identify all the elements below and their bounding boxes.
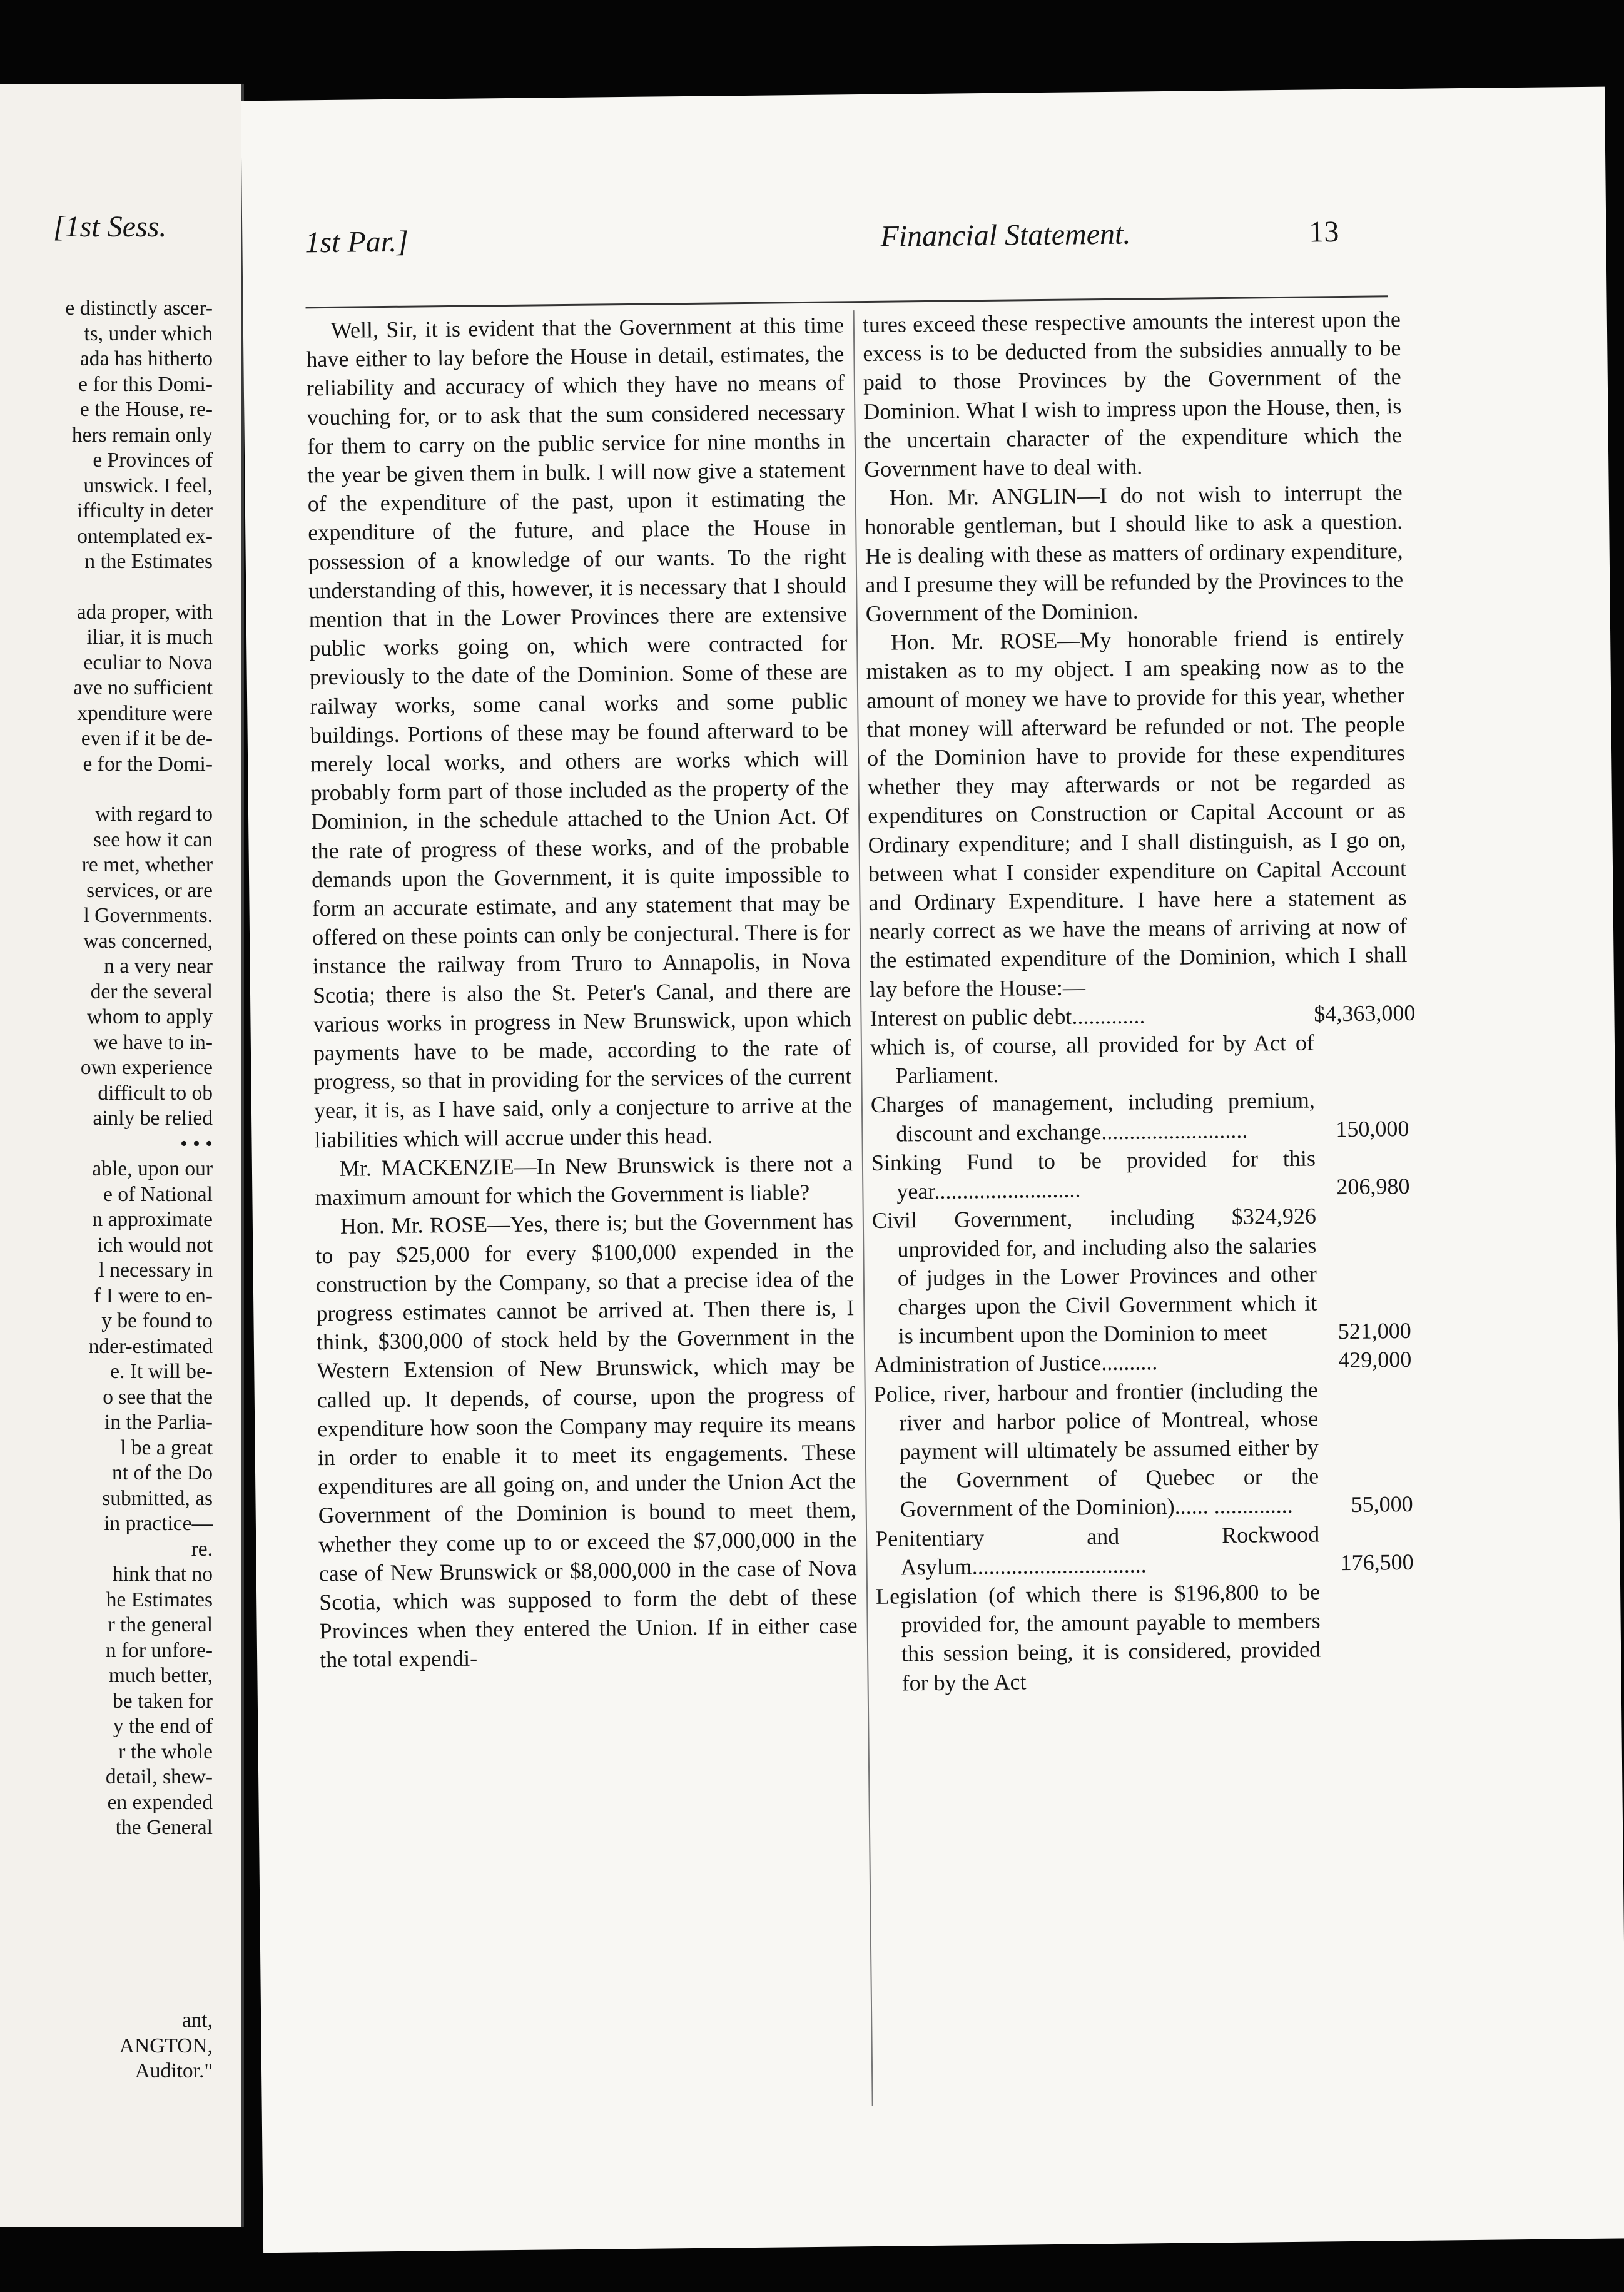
expenditure-item: Civil Government, including $324,926 unprovided for, and including also the salaries of judges in the Lower Provinces and other charges upon the Civil Government which it is incumbent upon the Dominion to meet 521,000 — [871, 1203, 1411, 1349]
facing-page — [0, 84, 244, 2227]
column-right — [863, 305, 1415, 1698]
column-left — [306, 310, 858, 1674]
expenditure-item: Penitentiary and Rockwood Asylum............................... 176,500 — [875, 1521, 1414, 1580]
expenditure-item: Legislation (of which there is $196,800 to be provided for, the amount payable to members this session being, it is considered, provided for by the Act — [875, 1579, 1321, 1696]
item-amount: 55,000 — [1351, 1491, 1413, 1518]
item-amount: 206,980 — [1336, 1174, 1410, 1200]
paragraph: tures exceed these respective amounts the interest upon the excess is to be deducted from the subsidies annually to be paid to those Provinces by the Government of the Dominion. What I wish to impress upon the House, then, is the uncertain character of the expenditure which the Government have to deal with. — [862, 307, 1402, 482]
page-header-left: 1st Par.] — [305, 225, 409, 260]
expenditure-item: Sinking Fund to be provided for this year.......................... 206,980 — [871, 1145, 1410, 1204]
expenditure-item: Interest on public debt............. $4,363,000 — [870, 998, 1408, 1033]
expenditure-item: which is, of course, all provided for by Act of Parliament. — [870, 1030, 1315, 1088]
paragraph: Hon. Mr. ANGLIN—I do not wish to interrupt the honorable gentleman, but I should like to ask a question. He is dealing with these as matters of ordinary expenditure, and I presume they will be refunded by the Provinces to the Government of the Dominion. — [865, 480, 1404, 627]
expenditure-item: Police, river, harbour and frontier (including the river and harbor police of Montreal, whose payment will ultimately be assumed either by the Government of Quebec or the Government of the Dominion)...... .............. 55,000 — [873, 1377, 1413, 1522]
facing-page-header: [1st Sess. — [53, 210, 167, 243]
item-amount: $4,363,000 — [1314, 1000, 1416, 1027]
page — [241, 87, 1624, 2253]
item-amount: 429,000 — [1338, 1347, 1412, 1373]
paragraph: Hon. Mr. ROSE—Yes, there is; but the Government has to pay $25,000 for every $100,000 expended in the construction by the Company, so that a precise idea of the progress estimates cannot be arrived at. Then there is, I think, $300,000 of stock held by the Government in the Western Extension of New Brunswick, which may be called up. It depends, of course, upon the progress of expenditure how soon the Company may require its means in order to enable it to meet its engagements. These expenditures are all going on, and under the Union Act the Government of the Dominion is bound to meet them, whether they come up to or exceed the $7,000,000 in the case of New Brunswick or $8,000,000 in the case of Nova Scotia, which was supposed to form the debt of these Provinces when they entered the Union. If in either case the total expendi- — [315, 1208, 858, 1673]
item-amount: 176,500 — [1340, 1549, 1414, 1575]
facing-page-text: e distinctly ascer- ts, under which ada has hitherto e for this Domi- e the House, re- hers remain only e Provinces of unswick. I feel, ifficulty in deter ontemplated ex- n the Estimates ada proper, with iliar, it is much eculiar to Nova ave no sufficient xpenditure were even if it be de- e for the Domi- with regard to see how it can re met, whether services, or are l Governments. was concerned, n a very near der the several whom to apply we have to in- own experience difficult to ob ainly be relied • • • able, upon our e of National n approximate ich would not l necessary in f I were to en- y be found to nder-estimated e. It will be- o see that the in the Parlia- l be a great nt of the Do submitted, as in practice— re. hink that no he Estimates r the general n for unfore- much better, be taken for y the end of r the whole detail, shew- en expended the General — [65, 297, 213, 1839]
page-title: Financial Statement. — [880, 217, 1131, 253]
paragraph: Mr. MACKENZIE—In New Brunswick is there not a maximum amount for which the Government is liable? — [315, 1150, 853, 1210]
page-number: 13 — [1309, 215, 1339, 249]
expenditure-item: Charges of management, including premium, discount and exchange.......................... 150,000 — [870, 1088, 1409, 1147]
expenditure-item: Administration of Justice.......... 429,000 — [873, 1345, 1411, 1379]
item-amount: 521,000 — [1337, 1318, 1411, 1344]
item-amount: 150,000 — [1336, 1115, 1409, 1142]
paragraph: Well, Sir, it is evident that the Government at this time have either to lay before the House in detail, estimates, the reliability and accuracy of which they have no means of vouching for, or to ask that the sum considered necessary for them to carry on the public service for nine months in the year be given them in bulk. I will now give a statement of the expenditure of the past, upon it estimating the expenditure of the future, and place the House in possession of a knowledge of our wants. To the right understanding of this, however, it is necessary that I should mention that in the Lower Provinces there are extensive public works going on, which were contracted for previously to the date of the Dominion. Some of these are railway works, some canal works and some public buildings. Portions of these may be found afterward to be merely local works, and others are works which will probably form part of those included as the property of the Dominion, in the schedule attached to the Union Act. Of the rate of progress of these works, and of the probable demands upon the Government, it is quite impossible to form an accurate estimate, and any statement that may be offered on these points can only be conjectural. There is for instance the railway from Truro to Annapolis, in Nova Scotia; there is also the St. Peter's Canal, and there are various works in progress in New Brunswick, upon which payments have to be made, according to the rate of progress, so that in providing for the services of the current year, it is, as I have said, only a conjecture to arrive at the liabilities which will accrue under this head. — [306, 312, 853, 1152]
facing-page-signature: ant, ANGTON, Auditor." — [119, 2009, 213, 2082]
paragraph: Hon. Mr. ROSE—My honorable friend is entirely mistaken as to my object. I am speaking now as to the amount of money we have to provide for this year, whether that money will afterward be refunded or not. The people of the Dominion have to provide for these expenditures whether they may afterwards or not be regarded as expenditures on Construction or Capital Account or as Ordinary expenditure; and I shall distinguish, as I go on, between what I consider expenditure on Capital Account and Ordinary Expenditure. I have here a statement as nearly correct as we have the means of arriving at now of the estimated expenditure of the Dominion, which I shall lay before the House:— — [866, 624, 1408, 1002]
